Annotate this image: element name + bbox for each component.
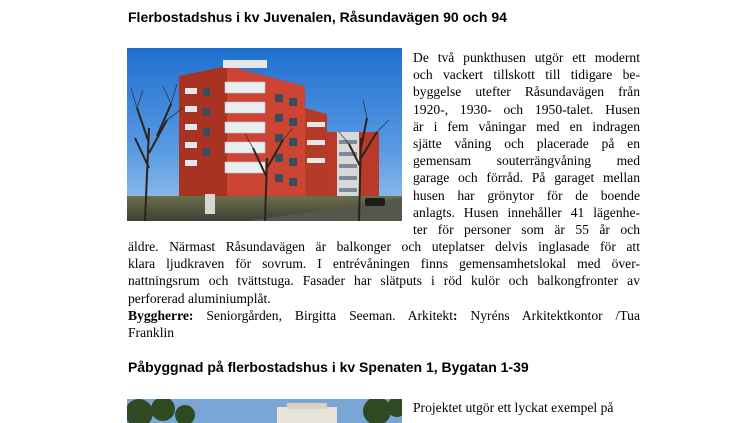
architect-value: Nyréns Arkitektkontor /Tua (457, 307, 640, 323)
building-photo (127, 48, 402, 221)
text-line: och vackert tillskott till tidigare be- (413, 67, 640, 83)
builder-value: Seniorgården, Birgitta Seeman. Arkitekt (193, 307, 453, 323)
building-photo-image (127, 48, 402, 221)
section-1-heading: Flerbostadshus i kv Juvenalen, Råsundavägen 90 och 94 (128, 9, 507, 25)
text-line: perforerad aluminiumplåt. (128, 290, 271, 306)
text-line: gemensam souterrängvåning med (413, 153, 640, 169)
text-line: anlagts. Husen innehåller 41 lägenhe- (413, 204, 640, 220)
builder-label: Byggherre: (128, 307, 194, 323)
building-photo-2-image (127, 399, 402, 423)
text-line: De två punkthusen utgör ett modernt (413, 50, 640, 65)
architect-colon: : (452, 307, 458, 323)
credits-line (128, 307, 640, 324)
text-line: ter för personer som är 55 år och (413, 222, 640, 238)
section-2-heading: Påbyggnad på flerbostadshus i kv Spenaten 1, Bygatan 1-39 (128, 359, 529, 375)
text-line: garage och förråd. På garaget mellan (413, 170, 640, 186)
text-line: byggelse utefter Råsundavägen från (413, 84, 640, 100)
text-line: 1920-, 1930- och 1950-talet. Husen (413, 101, 640, 117)
building-photo-2 (127, 399, 402, 423)
text-line: klara ljudkraven för sovrum. I entrévåningen finns gemensamhetslokal med över- (128, 256, 640, 272)
text-line: husen har grönytor för de boende (413, 187, 640, 203)
text-line: nattningsrum och tvättstuga. Fasader har slätputs i röd kulör och balkongfronter av (128, 273, 640, 289)
text-line: äldre. Närmast Råsundavägen är balkonger och uteplatser delvis inglasade för att (128, 239, 640, 254)
section-1-text-right (413, 49, 640, 238)
section-2-text-right: Projektet utgör ett lyckat exempel på (413, 400, 614, 415)
section-1-text-full (128, 238, 640, 341)
text-line: sjätte våning och placerade på en (413, 136, 640, 152)
text-line: är i fem våningar med en indragen (413, 118, 640, 134)
credits-line-cont: Franklin (128, 325, 175, 341)
